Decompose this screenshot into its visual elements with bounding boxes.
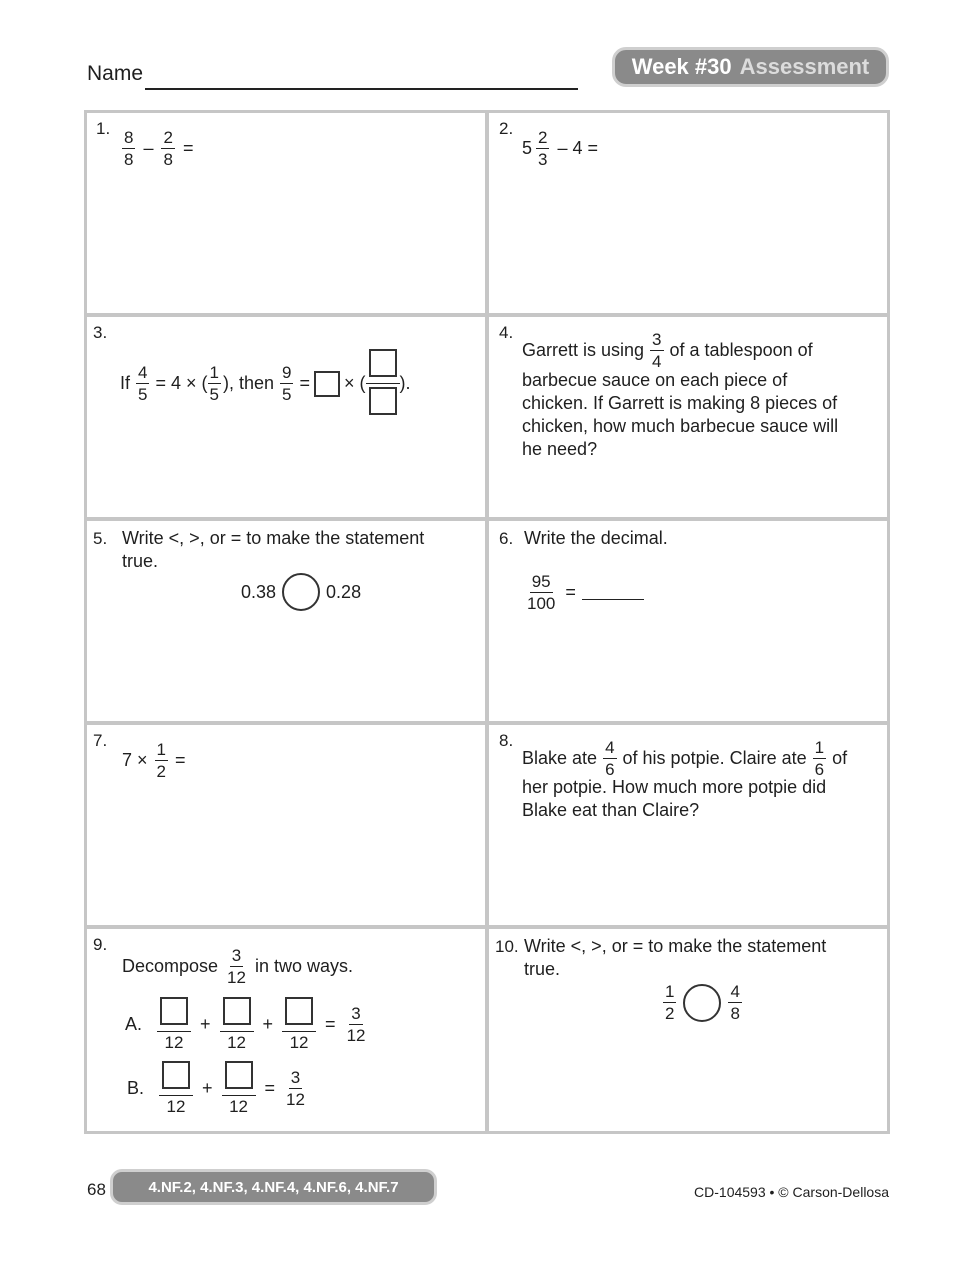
question-10-text: Write <, >, or = to make the statement true. (524, 936, 827, 979)
fraction: $\frac{4}{5}$ (138, 363, 148, 404)
answer-box[interactable] (369, 349, 397, 377)
standards-badge: 4.NF.2, 4.NF.3, 4.NF.4, 4.NF.6, 4.NF.7 (110, 1169, 437, 1205)
fraction: $\frac{1}{2}$ (156, 740, 166, 781)
week-badge (612, 47, 889, 87)
fraction: $\frac{2}{3}$ (538, 128, 548, 169)
question-10-cell[interactable] (486, 926, 890, 1134)
question-8-text: her potpie. How much more potpie did Blake eat than Claire? (522, 777, 827, 820)
question-number: 10. (495, 937, 519, 956)
question-number: 3. (93, 323, 108, 342)
fraction-answer-box: 12 (282, 997, 316, 1051)
fraction-answer-boxes (366, 349, 400, 418)
question-number: 5. (93, 529, 108, 548)
answer-box[interactable] (314, 371, 340, 397)
answer-blank[interactable] (582, 585, 644, 600)
question-9-cell[interactable] (84, 926, 488, 1134)
fraction: $\frac{4}{8}$ (730, 982, 740, 1023)
week-label: Week #30 (631, 54, 732, 79)
question-5-cell[interactable] (84, 518, 488, 724)
comparison-circle[interactable] (683, 984, 721, 1022)
question-9-part-b: B. 12 + 12 = $\frac{3}{12}$ (127, 1061, 309, 1115)
question-10-comparison (661, 983, 744, 1022)
question-number: 6. (499, 529, 514, 548)
fraction: $\frac{1}{2}$ (665, 982, 675, 1023)
fraction-answer-box: 12 (220, 997, 254, 1051)
fraction-answer-box: 12 (159, 1061, 193, 1115)
fraction: $\frac{2}{8}$ (163, 128, 173, 169)
question-3-expression: If $\frac{4}{5}$ = 4 × ( $\frac{1}{5}$ ), then $\frac{9}{5}$ = × ( ). (120, 349, 411, 418)
question-number: 2. (499, 119, 514, 138)
fraction: $\frac{1}{6}$ (814, 738, 825, 779)
answer-box[interactable] (160, 997, 188, 1025)
question-8-cell[interactable] (486, 722, 890, 928)
question-6-text: Write the decimal. (524, 528, 668, 548)
fraction-answer-box: 12 (157, 997, 191, 1051)
question-4-first-line: Garrett is using $\frac{3}{4}$ of a tablespoon of (522, 330, 813, 371)
question-number: 9. (93, 935, 108, 954)
question-5-text: Write <, >, or = to make the statement true. (122, 528, 425, 571)
question-3-cell[interactable] (84, 314, 488, 520)
question-number: 7. (93, 731, 108, 750)
question-7-expression: 7 × $\frac{1}{2}$ = (122, 740, 186, 781)
assessment-label: Assessment (739, 54, 870, 79)
question-6-cell[interactable] (486, 518, 890, 724)
question-8-first-line: Blake ate $\frac{4}{6}$ of his potpie. Claire ate $\frac{1}{6}$ of (522, 738, 848, 779)
question-1-cell[interactable] (84, 110, 488, 316)
comparison-circle[interactable] (282, 573, 320, 611)
fraction: $\frac{3}{12}$ (227, 946, 246, 987)
fraction: $\frac{1}{5}$ (209, 363, 219, 404)
fraction: $\frac{3}{12}$ (346, 1003, 366, 1045)
question-4-cell[interactable] (486, 314, 890, 520)
answer-box[interactable] (162, 1061, 190, 1089)
answer-box[interactable] (223, 997, 251, 1025)
question-number: 1. (96, 119, 111, 138)
question-5-comparison: 0.38 0.28 (241, 573, 361, 611)
question-7-cell[interactable] (84, 722, 488, 928)
fraction: $\frac{8}{8}$ (124, 128, 134, 169)
page-number: 68 (87, 1180, 106, 1199)
name-label: Name (87, 62, 144, 85)
question-6-expression: $\frac{95}{100}$ = (523, 573, 644, 612)
answer-box[interactable] (369, 387, 397, 415)
fraction: $\frac{95}{100}$ (527, 572, 556, 613)
question-grid (84, 110, 890, 1134)
question-9-part-a: A. 12 + 12 + 12 = $\frac{3}{12}$ (125, 997, 369, 1051)
question-9-prompt: Decompose $\frac{3}{12}$ in two ways. (122, 946, 354, 987)
question-2-cell[interactable] (486, 110, 890, 316)
fraction: $\frac{3}{4}$ (652, 330, 662, 371)
fraction: $\frac{4}{6}$ (605, 738, 615, 779)
copyright: CD-104593 • © Carson-Dellosa (694, 1184, 889, 1200)
fraction-answer-box: 12 (222, 1061, 256, 1115)
answer-box[interactable] (285, 997, 313, 1025)
answer-box[interactable] (225, 1061, 253, 1089)
question-2-expression: 5 $\frac{2}{3}$ – 4 = (522, 128, 599, 169)
fraction: $\frac{3}{12}$ (286, 1067, 305, 1109)
question-1-expression: $\frac{8}{8}$ – $\frac{2}{8}$ = (124, 128, 194, 169)
name-write-line[interactable] (145, 88, 578, 90)
question-number: 4. (499, 323, 514, 342)
fraction: $\frac{9}{5}$ (282, 363, 292, 404)
question-number: 8. (499, 731, 514, 750)
question-4-text: barbecue sauce on each piece of chicken. If Garrett is making 8 pieces of chicken, how much barbecue sauce will he need? (522, 370, 839, 459)
